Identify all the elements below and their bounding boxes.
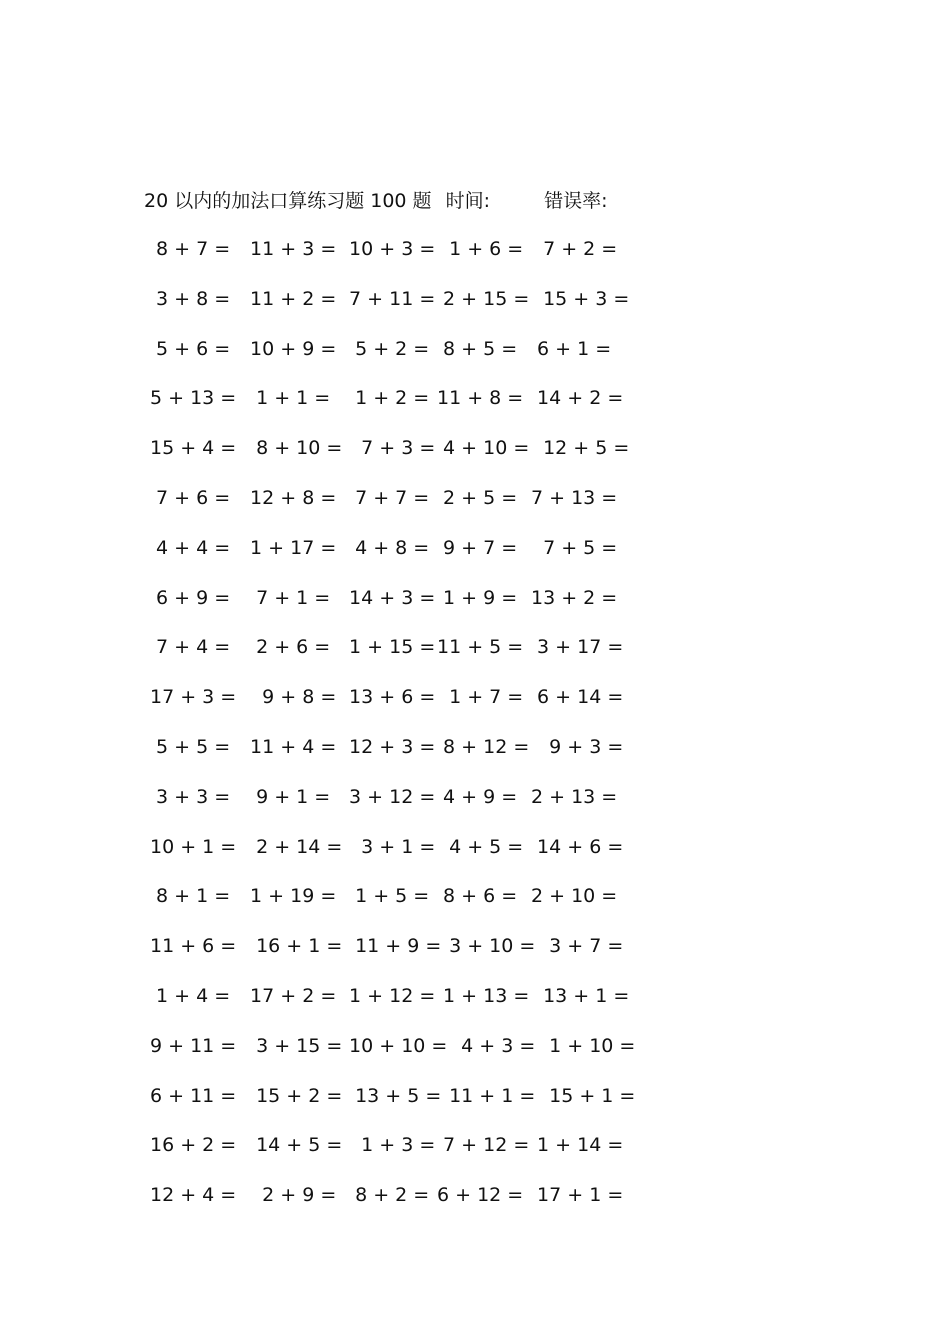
problem-row (0, 234, 950, 264)
addition-problem: 14 + 3 = (343, 586, 436, 609)
addition-problem: 8 + 12 = (437, 736, 530, 758)
addition-problem: 12 + 8 = (244, 487, 337, 509)
addition-problem: 4 + 10 = (437, 437, 530, 460)
addition-problem: 3 + 17 = (531, 636, 624, 659)
addition-problem: 12 + 4 = (150, 1184, 237, 1207)
addition-problem: 7 + 4 = (150, 636, 231, 659)
addition-problem: 5 + 13 = (150, 387, 237, 410)
addition-problem: 7 + 3 = (343, 437, 436, 460)
problem-row (0, 1081, 950, 1111)
addition-problem: 2 + 9 = (244, 1184, 337, 1207)
addition-problem: 1 + 13 = (437, 985, 530, 1007)
problem-row (0, 931, 950, 961)
addition-problem: 15 + 1 = (531, 1084, 636, 1107)
addition-problem: 6 + 12 = (437, 1184, 524, 1207)
addition-problem: 6 + 9 = (150, 586, 231, 609)
addition-problem: 7 + 13 = (531, 487, 618, 509)
addition-problem: 10 + 9 = (244, 337, 337, 360)
problem-row (0, 881, 950, 911)
addition-problem: 13 + 6 = (343, 686, 436, 709)
worksheet-header (144, 186, 607, 216)
problem-row (0, 682, 950, 712)
addition-problem: 1 + 10 = (531, 1034, 636, 1057)
problem-row (0, 483, 950, 513)
addition-problem: 8 + 7 = (150, 238, 231, 260)
addition-problem: 15 + 3 = (531, 287, 630, 310)
addition-problem: 2 + 13 = (531, 785, 618, 808)
problem-row (0, 782, 950, 812)
problem-row (0, 583, 950, 613)
addition-problem: 17 + 3 = (150, 686, 237, 709)
addition-problem: 1 + 6 = (437, 238, 524, 260)
addition-problem: 3 + 7 = (531, 935, 624, 958)
error-rate-label: 错误率: (544, 190, 608, 212)
addition-problem: 9 + 1 = (244, 785, 331, 808)
problem-row (0, 981, 950, 1011)
addition-problem: 1 + 12 = (343, 985, 436, 1007)
addition-problem: 8 + 2 = (343, 1184, 430, 1207)
addition-problem: 8 + 5 = (437, 337, 518, 360)
problem-row (0, 433, 950, 463)
addition-problem: 11 + 9 = (343, 935, 442, 958)
addition-problem: 4 + 5 = (437, 835, 524, 858)
addition-problem: 11 + 6 = (150, 935, 237, 958)
addition-problem: 2 + 15 = (437, 287, 530, 310)
addition-problem: 2 + 14 = (244, 835, 343, 858)
addition-problem: 9 + 11 = (150, 1034, 237, 1057)
addition-problem: 14 + 2 = (531, 387, 624, 410)
addition-problem: 1 + 9 = (437, 586, 518, 609)
addition-problem: 8 + 6 = (437, 885, 518, 908)
addition-problem: 4 + 4 = (150, 536, 231, 559)
addition-problem: 7 + 7 = (343, 487, 430, 509)
addition-problem: 1 + 17 = (244, 536, 337, 559)
addition-problem: 7 + 5 = (531, 536, 618, 559)
addition-problem: 12 + 3 = (343, 736, 436, 758)
addition-problem: 1 + 7 = (437, 686, 524, 709)
addition-problem: 4 + 3 = (437, 1034, 536, 1057)
addition-problem: 9 + 8 = (244, 686, 337, 709)
addition-problem: 12 + 5 = (531, 437, 630, 460)
addition-problem: 7 + 12 = (437, 1134, 530, 1157)
addition-problem: 17 + 2 = (244, 985, 337, 1007)
addition-problem: 13 + 5 = (343, 1084, 442, 1107)
addition-problem: 13 + 1 = (531, 985, 630, 1007)
addition-problem: 9 + 3 = (531, 736, 624, 758)
addition-problem: 5 + 5 = (150, 736, 231, 758)
addition-problem: 11 + 1 = (437, 1084, 536, 1107)
addition-problem: 1 + 15 = (343, 636, 436, 659)
addition-problem: 9 + 7 = (437, 536, 518, 559)
addition-problem: 4 + 9 = (437, 785, 518, 808)
addition-problem: 3 + 3 = (150, 785, 231, 808)
addition-problem: 1 + 2 = (343, 387, 430, 410)
addition-problem: 3 + 8 = (150, 287, 231, 310)
addition-problem: 11 + 5 = (437, 636, 524, 659)
addition-problem: 7 + 2 = (531, 238, 618, 260)
problem-row (0, 383, 950, 413)
addition-problem: 14 + 6 = (531, 835, 624, 858)
addition-problem: 2 + 10 = (531, 885, 618, 908)
addition-problem: 5 + 6 = (150, 337, 231, 360)
problem-row (0, 334, 950, 364)
addition-problem: 15 + 2 = (244, 1084, 343, 1107)
time-label: 时间: (445, 190, 491, 212)
addition-problem: 1 + 4 = (150, 985, 231, 1007)
addition-problem: 10 + 3 = (343, 238, 436, 260)
addition-problem: 3 + 10 = (437, 935, 536, 958)
addition-problem: 2 + 6 = (244, 636, 331, 659)
addition-problem: 16 + 1 = (244, 935, 343, 958)
worksheet-title: 20 以内的加法口算练习题 100 题 (144, 190, 432, 212)
addition-problem: 1 + 14 = (531, 1134, 624, 1157)
addition-problem: 11 + 8 = (437, 387, 524, 410)
addition-problem: 4 + 8 = (343, 536, 430, 559)
addition-problem: 8 + 1 = (150, 885, 231, 908)
problem-row (0, 1031, 950, 1061)
addition-problem: 8 + 10 = (244, 437, 343, 460)
addition-problem: 16 + 2 = (150, 1134, 237, 1157)
addition-problem: 2 + 5 = (437, 487, 518, 509)
addition-problem: 15 + 4 = (150, 437, 237, 460)
addition-problem: 17 + 1 = (531, 1184, 624, 1207)
problem-row (0, 632, 950, 662)
addition-problem: 7 + 11 = (343, 287, 436, 310)
addition-problem: 3 + 15 = (244, 1034, 343, 1057)
problem-row (0, 284, 950, 314)
problem-row (0, 1130, 950, 1160)
addition-problem: 14 + 5 = (244, 1134, 343, 1157)
problem-row (0, 732, 950, 762)
addition-problem: 10 + 10 = (343, 1034, 448, 1057)
addition-problem: 5 + 2 = (343, 337, 430, 360)
problem-row (0, 832, 950, 862)
addition-problem: 11 + 4 = (244, 736, 337, 758)
addition-problem: 6 + 11 = (150, 1084, 237, 1107)
problem-row (0, 1180, 950, 1210)
addition-problem: 13 + 2 = (531, 586, 618, 609)
addition-problem: 1 + 3 = (343, 1134, 436, 1157)
addition-problem: 1 + 1 = (244, 387, 331, 410)
addition-problem: 11 + 2 = (244, 287, 337, 310)
problem-row (0, 533, 950, 563)
addition-problem: 10 + 1 = (150, 835, 237, 858)
addition-problem: 3 + 1 = (343, 835, 436, 858)
addition-problem: 1 + 5 = (343, 885, 430, 908)
addition-problem: 6 + 1 = (531, 337, 612, 360)
addition-problem: 3 + 12 = (343, 785, 436, 808)
addition-problem: 7 + 1 = (244, 586, 331, 609)
addition-problem: 1 + 19 = (244, 885, 337, 908)
addition-problem: 6 + 14 = (531, 686, 624, 709)
addition-problem: 7 + 6 = (150, 487, 231, 509)
addition-problem: 11 + 3 = (244, 238, 337, 260)
